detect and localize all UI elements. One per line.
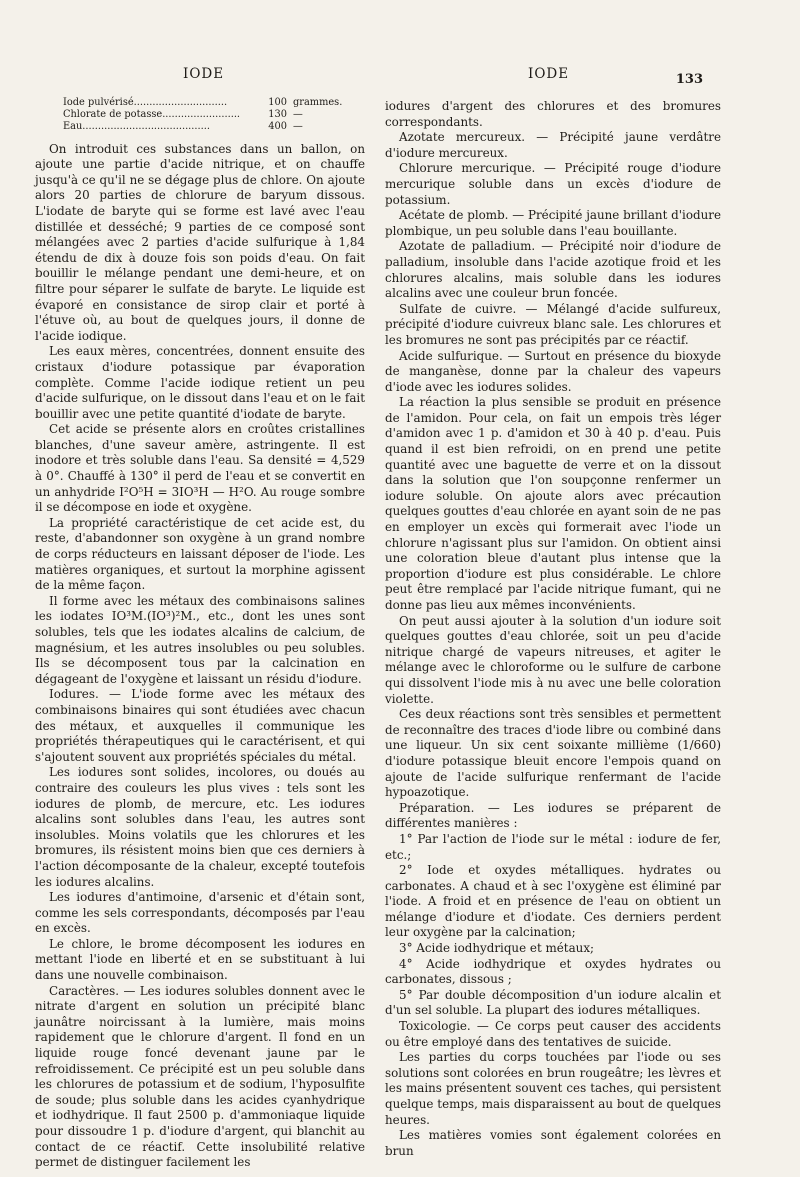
paragraph-preparation: Préparation. — Les iodures se préparent de différentes manières : (385, 800, 721, 831)
recipe-row (63, 109, 343, 121)
recipe-quantity: 400 (268, 121, 287, 133)
paragraph: Les matières vomies sont également colorées en brun (385, 1128, 721, 1158)
recipe-unit: — (293, 121, 303, 133)
recipe-ingredient: Iode pulvérisé.............................. (63, 97, 228, 108)
running-head-left: IODE (183, 66, 225, 82)
paragraph: Les iodures d'antimoine, d'arsenic et d'étain sont, comme les sels correspondants, décomposés par l'eau en excès. (35, 890, 365, 936)
paragraph: Ces deux réactions sont très sensibles et permettent de reconnaître des traces d'iode libre ou combiné dans une liqueur. Un six cent soixante millième (1/660) d'iodure potassique bleuit encore l'empois quand on ajoute de l'acide sulfurique renfermant de l'acide hypoazotique. (385, 707, 721, 800)
reagent-paragraph: Azotate mercureux. — Précipité jaune verdâtre d'iodure mercureux. (385, 130, 721, 160)
paragraph: On peut aussi ajouter à la solution d'un iodure soit quelques gouttes d'eau chlorée, soit un peu d'acide nitrique chargé de vapeurs nitreuses, et agiter le mélange avec le chloroforme ou le sulfure de carbone qui dissolvent l'iode mis à nu avec une belle coloration violette. (385, 613, 721, 706)
paragraph: La réaction la plus sensible se produit en présence de l'amidon. Pour cela, on fait un empois très léger d'amidon avec 1 p. d'amidon et 30 à 40 p. d'eau. Puis quand il est bien refroidi, on en prend une petite quantité avec une baguette de verre et on la dissout dans la solution que l'on soupçonne renfermer un iodure soluble. On ajoute alors avec précaution quelques gouttes d'eau chlorée en ayant soin de ne pas en employer un excès qui formerait avec l'iode un chlorure n'agissant plus sur l'amidon. On obtient ainsi une coloration bleue d'autant plus intense que la proportion d'iodure est plus considérable. Le chlore peut être remplacé par l'acide nitrique fumant, qui ne donne pas lieu aux mêmes inconvénients. (385, 395, 721, 612)
running-head-right: IODE (528, 66, 570, 82)
list-item: 1° Par l'action de l'iode sur le métal : iodure de fer, etc.; (385, 831, 721, 862)
list-item: 3° Acide iodhydrique et métaux; (399, 941, 595, 956)
paragraph: La propriété caractéristique de cet acide est, du reste, d'abandonner son oxygène à un grand nombre de corps réducteurs en laissant déposer de l'iode. Les matières organiques, et surtout la morphine agissent de la même façon. (35, 515, 365, 593)
recipe-unit: — (293, 109, 303, 121)
paragraph: Le chlore, le brome décomposent les iodures en mettant l'iode en liberté et en se substituant à lui dans une nouvelle combinaison. (35, 936, 365, 983)
paragraph: Il forme avec les métaux des combinaisons salines les iodates IO³M.(IO³)²M., etc., dont les unes sont solubles, tels que les iodates alcalins de calcium, de magnésium, et les autres insolubles ou peu solubles. Ils se décomposent tous par la calcination en dégageant de l'oxygène et laissant un résidu d'iodure. (35, 593, 365, 686)
paragraph: Les iodures sont solides, incolores, ou doués au contraire des couleurs les plus vives : tels sont les iodures de plomb, de mercure, etc. Les iodures alcalins sont solubles dans l'eau, les autres sont insolubles. Moins volatils que les chlorures et les bromures, ils résistent moins bien que ces derniers à l'action décomposante de la chaleur, excepté toutefois les iodures alcalins. (35, 765, 365, 889)
page-number: 133 (675, 72, 703, 87)
paragraph-caracteres: Caractères. — Les iodures solubles donnent avec le nitrate d'argent en solution un précipité blanc jaunâtre noircissant à la lumière, mais moins rapidement que le chlorure d'argent. Il fond en un liquide rouge foncé devenant jaune par le refroidissement. Ce précipité est un peu soluble dans les chlorures de potassium et de sodium, l'hyposulfite de soude; plus soluble dans les acides cyanhydrique et iodhydrique. Il faut 2500 p. d'ammoniaque liquide pour dissoudre 1 p. d'iodure d'argent, qui blanchit au contact de ce réactif. Cette insolubilité relative permet de distinguer facilement les (35, 983, 365, 1170)
right-column (385, 99, 721, 1159)
reagent-paragraph: Azotate de palladium. — Précipité noir d'iodure de palladium, insoluble dans l'acide azotique froid et les chlorures alcalins, mais soluble dans les iodures alcalins avec une couleur brun foncée. (385, 239, 721, 301)
reagent-paragraph: Acide sulfurique. — Surtout en présence du bioxyde de manganèse, donne par la chaleur des vapeurs d'iode avec les iodures solides. (385, 348, 721, 394)
paragraph: iodures d'argent des chlorures et des bromures correspondants. (385, 99, 721, 129)
paragraph: Les eaux mères, concentrées, donnent ensuite des cristaux d'iodure potassique par évaporation complète. Comme l'acide iodique retient un peu d'acide sulfurique, on le dissout dans l'eau et on le fait bouillir avec une petite quantité d'iodate de baryte. (35, 344, 365, 421)
recipe-unit: grammes. (293, 97, 343, 108)
reagent-paragraph: Acétate de plomb. — Précipité jaune brillant d'iodure plombique, un peu soluble dans l'eau bouillante. (385, 208, 721, 238)
reagent-paragraph: Sulfate de cuivre. — Mélangé d'acide sulfureux, précipité d'iodure cuivreux blanc sale. Les chlorures et les bromures ne sont pas précipités par ce réactif. (385, 301, 721, 347)
recipe-row (63, 121, 343, 133)
recipe-quantity: 130 (268, 109, 287, 121)
left-column (35, 97, 365, 1171)
list-item: 2° Iode et oxydes métalliques. hydrates ou carbonates. A chaud et à sec l'oxygène est éliminé par l'iode. A froid et en présence de l'eau on obtient un mélange d'iodure et d'iodate. Ces derniers perdent leur oxygène par la calcination; (385, 863, 721, 940)
recipe-row (63, 97, 343, 109)
list-item: 5° Par double décomposition d'un iodure alcalin et d'un sel soluble. La plupart des iodures métalliques. (385, 987, 721, 1018)
paragraph: Cet acide se présente alors en croûtes cristallines blanches, d'une saveur amère, astringente. Il est inodore et très soluble dans l'eau. Sa densité = 4,529 à 0°. Chauffé à 130° il perd de l'eau et se convertit en un anhydride I²O⁵H = 3IO³H — H²O. Au rouge sombre il se décompose en iode et oxygène. (35, 422, 365, 515)
paragraph-iodures: Iodures. — L'iode forme avec les métaux des combinaisons binaires qui sont étudiées avec chacun des métaux, et auxquelles il communique les propriétés thérapeutiques qui le caractérisent, et qui s'ajoutent souvent aux propriétés spéciales du métal. (35, 687, 365, 764)
recipe-table (63, 97, 343, 134)
paragraph: Les parties du corps touchées par l'iode ou ses solutions sont colorées en brun rougeâtre; les lèvres et les mains présentent souvent ces taches, qui persistent quelque temps, mais disparaissent au bout de quelques heures. (385, 1050, 721, 1127)
recipe-ingredient: Chlorate de potasse......................... (63, 109, 241, 121)
recipe-quantity: 100 (268, 97, 287, 108)
reagent-paragraph: Chlorure mercurique. — Précipité rouge d'iodure mercurique soluble dans un excès d'iodure de potassium. (385, 161, 721, 207)
paragraph: On introduit ces substances dans un ballon, on ajoute une partie d'acide nitrique, et on chauffe jusqu'à ce qu'il ne se dégage plus de chlore. On ajoute alors 20 parties de chlorure de baryum dissous. L'iodate de baryte qui se forme est lavé avec l'eau distillée et desséché; 9 parties de ce composé sont mélangées avec 2 parties d'acide sulfurique à 1,84 étendu de dix à douze fois son poids d'eau. On fait bouillir le mélange pendant une demi-heure, et on filtre pour séparer le sulfate de baryte. Le liquide est évaporé en consistance de sirop clair et porté à l'étuve où, au bout de quelques jours, il donne de l'acide iodique. (35, 141, 365, 343)
paragraph-toxicologie: Toxicologie. — Ce corps peut causer des accidents ou être employé dans des tentatives de suicide. (385, 1019, 721, 1049)
list-item: 4° Acide iodhydrique et oxydes hydrates ou carbonates, dissous ; (385, 956, 721, 987)
recipe-ingredient: Eau......................................... (63, 121, 210, 133)
